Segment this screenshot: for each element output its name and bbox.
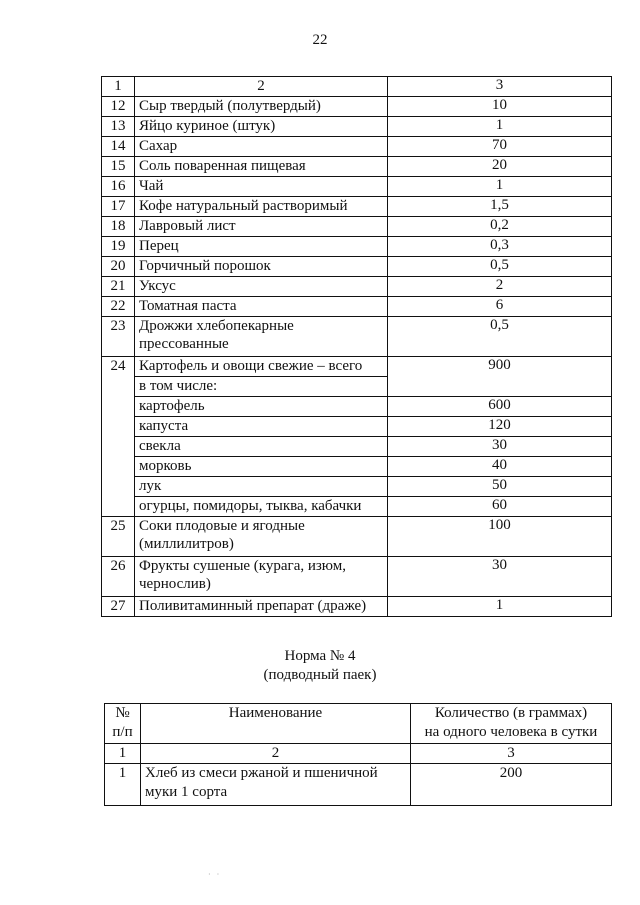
row-name: Сахар [135,137,388,157]
header-number-pp: п/п [112,724,133,740]
row-value: 100 [388,517,612,557]
sub-item-name: свекла [135,437,388,457]
row-name: Перец [135,237,388,257]
ration-table-continued [101,76,612,617]
col-index-2: 2 [141,744,411,764]
row-value: 20 [388,157,612,177]
table-row [105,764,612,806]
row-number: 14 [102,137,135,157]
row-name [135,517,388,557]
norm4-table [104,703,612,806]
table-row [102,557,612,597]
header-quantity-line2: на одного человека в сутки [424,724,598,740]
table-row [102,317,612,357]
row-name-line1: Фрукты сушеные (курага, изюм, [139,558,347,574]
row-name [141,764,411,806]
row-name-line2: (миллилитров) [139,536,234,552]
table-row [102,277,612,297]
table-subrow [102,497,612,517]
row-name: Соль поваренная пищевая [135,157,388,177]
row-number: 25 [102,517,135,557]
row-name: Томатная паста [135,297,388,317]
row-value: 1 [388,117,612,137]
table-row [102,137,612,157]
row-value: 1 [388,597,612,617]
col-index-1: 1 [105,744,141,764]
row-value: 1,5 [388,197,612,217]
row-value: 900 [388,357,612,397]
header-quantity [411,704,612,744]
row-number: 22 [102,297,135,317]
row-number: 13 [102,117,135,137]
table-row [102,217,612,237]
row-number: 24 [102,357,135,517]
norm4-subtitle: (подводный паек) [263,667,377,683]
sub-item-value: 120 [388,417,612,437]
table-row [102,237,612,257]
sub-item-value: 60 [388,497,612,517]
row-name-line2: муки 1 сорта [145,784,228,800]
sub-item-name: морковь [135,457,388,477]
row-name-line2: прессованные [139,336,229,352]
row-name: Горчичный порошок [135,257,388,277]
norm4-title: Норма № 4 [284,648,356,664]
table-subrow [102,437,612,457]
row-number: 27 [102,597,135,617]
table-row [102,97,612,117]
row-value: 0,5 [388,317,612,357]
row-number: 1 [105,764,141,806]
row-name: Картофель и овощи свежие – всего [135,357,388,377]
row-name: Кофе натуральный растворимый [135,197,388,217]
page-number: 22 [312,32,328,48]
sub-item-name: капуста [135,417,388,437]
table-row [102,357,612,377]
header-quantity-line1: Количество (в граммах) [434,705,588,721]
col-index-1: 1 [102,77,135,97]
norm4-index-row [105,744,612,764]
row-number: 18 [102,217,135,237]
row-number: 23 [102,317,135,357]
row-name-line2: чернослив) [139,576,211,592]
row-name-line1: Соки плодовые и ягодные [139,518,305,534]
table-row [102,157,612,177]
row-name: Поливитаминный препарат (драже) [135,597,388,617]
header-name: Наименование [141,704,411,744]
row-value: 1 [388,177,612,197]
table-subrow [102,457,612,477]
sub-item-value: 50 [388,477,612,497]
row-name: Яйцо куриное (штук) [135,117,388,137]
row-value: 0,2 [388,217,612,237]
row-name [135,557,388,597]
row-value: 30 [388,557,612,597]
table-row [102,297,612,317]
row-number: 26 [102,557,135,597]
sub-item-name: лук [135,477,388,497]
table-index-row [102,77,612,97]
table-row [102,597,612,617]
sub-item-name: огурцы, помидоры, тыква, кабачки [135,497,388,517]
row-value: 2 [388,277,612,297]
scan-smudge: · · [208,870,222,879]
row-number: 17 [102,197,135,217]
row-number: 16 [102,177,135,197]
row-value: 10 [388,97,612,117]
col-index-2: 2 [135,77,388,97]
including-label: в том числе: [135,377,388,397]
col-index-3: 3 [388,77,612,97]
row-name-line1: Дрожжи хлебопекарные [139,318,294,334]
row-number: 20 [102,257,135,277]
row-number: 15 [102,157,135,177]
row-value: 0,3 [388,237,612,257]
row-number: 12 [102,97,135,117]
table-subrow [102,417,612,437]
norm4-header-row [105,704,612,744]
row-name: Чай [135,177,388,197]
sub-item-value: 30 [388,437,612,457]
table-subrow [102,397,612,417]
col-index-3: 3 [411,744,612,764]
row-value: 70 [388,137,612,157]
row-name-line1: Хлеб из смеси ржаной и пшеничной [145,765,378,781]
header-number [105,704,141,744]
sub-item-value: 600 [388,397,612,417]
table-row [102,117,612,137]
row-value: 200 [411,764,612,806]
row-number: 21 [102,277,135,297]
sub-item-value: 40 [388,457,612,477]
table-row [102,517,612,557]
row-name [135,317,388,357]
row-value: 6 [388,297,612,317]
table-subrow [102,477,612,497]
sub-item-name: картофель [135,397,388,417]
row-name: Сыр твердый (полутвердый) [135,97,388,117]
table-row [102,197,612,217]
table-row [102,177,612,197]
row-name: Уксус [135,277,388,297]
row-name: Лавровый лист [135,217,388,237]
header-number-sign: № [115,705,130,721]
row-value: 0,5 [388,257,612,277]
row-number: 19 [102,237,135,257]
table-row [102,257,612,277]
